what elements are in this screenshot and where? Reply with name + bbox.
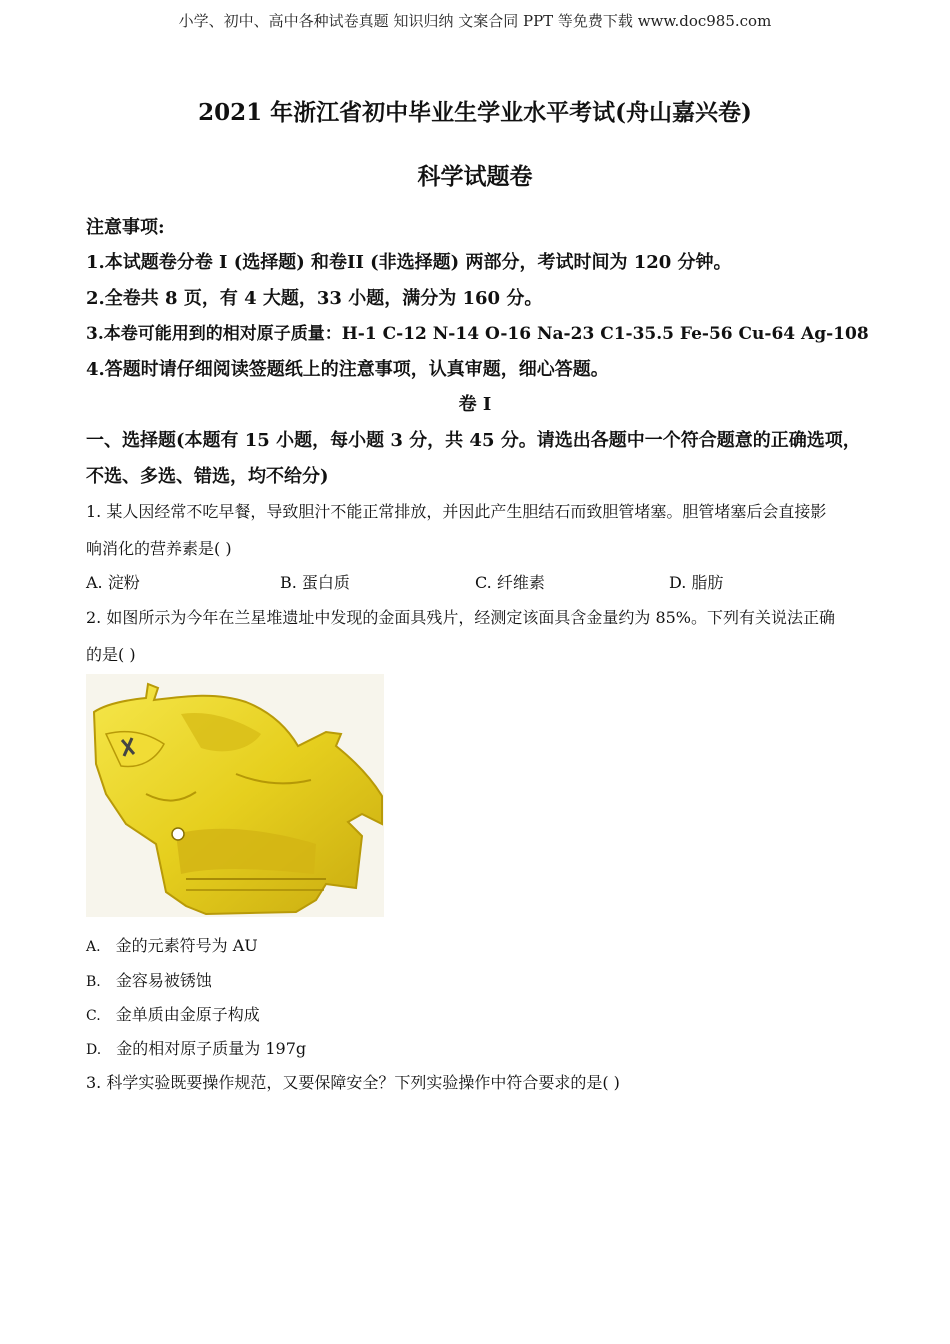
page-header: 小学、初中、高中各种试卷真题 知识归纳 文案合同 PPT 等免费下载 www.doc985.com	[178, 12, 772, 30]
option-text: 金容易被锈蚀	[115, 971, 212, 990]
question-text: 3. 科学实验既要操作规范，又要保障安全？下列实验操作中符合要求的是( )	[86, 1073, 620, 1092]
notice-item: 3.本卷可能用到的相对原子质量：H-1 C-12 N-14 O-16 Na-23 C1-35.5 Fe-56 Cu-64 Ag-108	[86, 324, 869, 344]
option-b: B. 蛋白质	[280, 573, 350, 592]
option-letter: C.	[86, 1008, 101, 1024]
option-d	[86, 1036, 306, 1059]
section-heading-cont: 不选、多选、错选，均不给分)	[86, 466, 329, 487]
option-c	[86, 1002, 260, 1025]
notice-item: 4.答题时请仔细阅读签题纸上的注意事项，认真审题，细心答题。	[86, 359, 609, 380]
question-text-cont: 响消化的营养素是( )	[86, 539, 232, 558]
question-text: 2. 如图所示为今年在兰星堆遗址中发现的金面具残片，经测定该面具含金量约为 85%。下列有关说法正确	[86, 608, 836, 627]
gold-mask-image	[86, 674, 384, 917]
notice-item: 1.本试题卷分卷 I (选择题) 和卷II (非选择题) 两部分，考试时间为 120 分钟。	[86, 252, 732, 273]
option-d: D. 脂肪	[669, 573, 724, 592]
section-heading: 一、选择题(本题有 15 小题，每小题 3 分，共 45 分。请选出各题中一个符合题意的正确选项，	[86, 430, 861, 451]
option-letter: B.	[86, 974, 101, 990]
option-b	[86, 968, 212, 991]
exam-title: 2021 年浙江省初中毕业生学业水平考试(舟山嘉兴卷)	[198, 99, 752, 126]
option-letter: D.	[86, 1042, 102, 1058]
volume-label: 卷 I	[458, 394, 492, 415]
exam-subtitle: 科学试题卷	[417, 163, 533, 190]
question-text: 1. 某人因经常不吃早餐，导致胆汁不能正常排放，并因此产生胆结石而致胆管堵塞。胆管堵塞后会直接影	[86, 502, 827, 521]
option-letter: A.	[86, 939, 101, 955]
option-text: 金的元素符号为 AU	[115, 936, 258, 955]
notice-item: 2.全卷共 8 页，有 4 大题，33 小题，满分为 160 分。	[86, 288, 543, 309]
notice-heading: 注意事项:	[86, 217, 165, 238]
option-text: 金的相对原子质量为 197g	[116, 1039, 307, 1058]
question-text-cont: 的是( )	[86, 645, 136, 664]
option-a	[86, 933, 258, 956]
option-c: C. 纤维素	[475, 573, 545, 592]
option-text: 金单质由金原子构成	[115, 1005, 260, 1024]
option-a: A. 淀粉	[86, 573, 140, 592]
